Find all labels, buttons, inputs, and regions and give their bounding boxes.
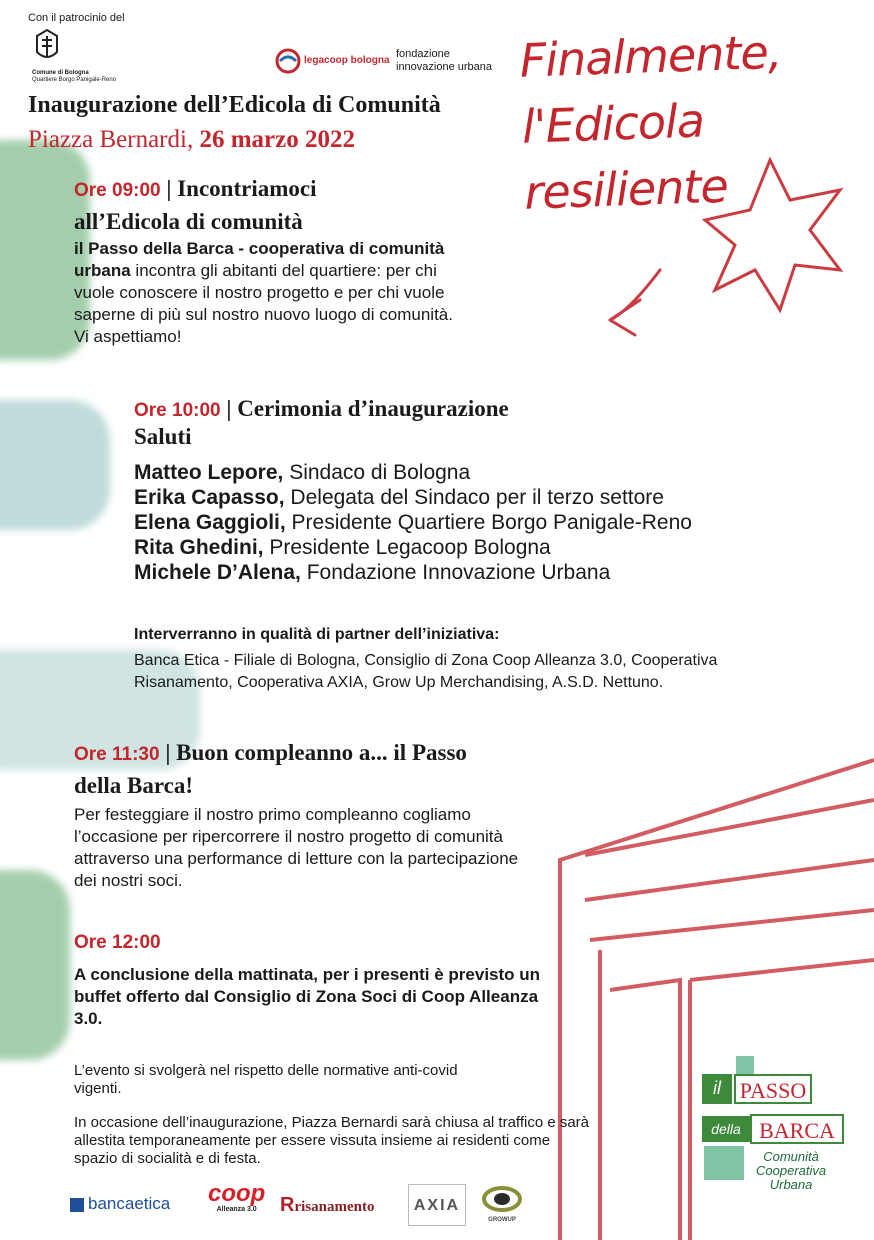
speaker-row bbox=[134, 535, 692, 560]
growup-logo bbox=[474, 1186, 530, 1223]
page-subtitle bbox=[28, 126, 355, 154]
speaker-name: Michele D’Alena, bbox=[134, 561, 301, 584]
speaker-name: Erika Capasso, bbox=[134, 486, 285, 509]
comune-line: Comune di Bologna bbox=[32, 70, 89, 76]
fiu-line-1: fondazione bbox=[396, 48, 450, 60]
speaker-name: Elena Gaggioli, bbox=[134, 511, 286, 534]
legacoop-logo-icon bbox=[275, 48, 301, 74]
legacoop-name: legacoop bologna bbox=[304, 55, 390, 66]
speaker-role: Presidente Quartiere Borgo Panigale-Reno bbox=[285, 511, 692, 534]
speaker-role: Fondazione Innovazione Urbana bbox=[300, 561, 611, 584]
event-1-org: il Passo della Barca - cooperativa di comunità urbana bbox=[74, 239, 445, 280]
tagline-line-1: Comunità bbox=[763, 1149, 819, 1164]
growup-icon bbox=[482, 1186, 522, 1212]
axia-logo bbox=[408, 1184, 466, 1226]
speaker-role: Presidente Legacoop Bologna bbox=[263, 536, 551, 559]
growup-name: GROWUP bbox=[488, 1217, 516, 1223]
headline-line-1: Finalmente, bbox=[518, 24, 783, 88]
event-3-title: Buon compleanno a... il Passo della Barca! bbox=[74, 740, 467, 798]
event-1-time: Ore 09:00 bbox=[74, 180, 161, 201]
event-2-separator: | bbox=[220, 396, 238, 421]
logo-square-2 bbox=[704, 1146, 744, 1180]
bancaetica-logo bbox=[70, 1194, 170, 1214]
risanamento-icon: R bbox=[280, 1194, 295, 1216]
risanamento-logo bbox=[280, 1194, 374, 1217]
speaker-role: Delegata del Sindaco per il terzo settore bbox=[284, 486, 664, 509]
speaker-row bbox=[134, 510, 692, 535]
speaker-name: Rita Ghedini, bbox=[134, 536, 264, 559]
bancaetica-icon bbox=[70, 1198, 84, 1212]
event-4-description: A conclusione della mattinata, per i presenti è previsto un buffet offerto dal Consiglio di Zona Soci di Coop Alleanza 3.0. bbox=[74, 965, 541, 1028]
quartiere-line: Quartiere Borgo Panigale-Reno bbox=[32, 77, 117, 83]
logo-tagline bbox=[756, 1150, 826, 1192]
sponsor-logos bbox=[70, 1180, 550, 1230]
speaker-row bbox=[134, 460, 692, 485]
event-3-separator: | bbox=[159, 740, 177, 765]
handwritten-headline bbox=[519, 16, 856, 225]
risanamento-name: risanamento bbox=[294, 1199, 375, 1215]
traffic-note: In occasione dell’inaugurazione, Piazza Bernardi sarà chiusa al traffico e sarà allestita temporaneamente per essere vissuta insieme ai residenti come spazio di socialità e di festa. bbox=[74, 1114, 590, 1167]
event-1-closing: Vi aspettiamo! bbox=[74, 327, 182, 346]
event-1-text: incontra gli abitanti del quartiere: per chi vuole conoscere il nostro progetto e per chi vuole saperne di più sul nostro nuovo luogo di comunità. bbox=[74, 261, 453, 324]
comune-name bbox=[32, 70, 122, 84]
axia-name: AXIA bbox=[413, 1197, 461, 1214]
logo-il: il bbox=[702, 1074, 732, 1104]
event-2-heading bbox=[134, 394, 509, 427]
event-1-description bbox=[74, 238, 474, 348]
speaker-role: Sindaco di Bologna bbox=[283, 461, 471, 484]
patrocinio-label: Con il patrocinio del bbox=[28, 12, 125, 24]
headline-line-2: l'Edicola bbox=[521, 93, 705, 154]
tagline-line-3: Urbana bbox=[769, 1177, 813, 1192]
coop-logo bbox=[208, 1182, 265, 1213]
speaker-name: Matteo Lepore, bbox=[134, 461, 284, 484]
event-2-title: Cerimonia d’inaugurazione bbox=[237, 396, 509, 421]
coop-subname: Alleanza 3.0 bbox=[216, 1206, 257, 1213]
passo-della-barca-logo bbox=[702, 1056, 852, 1216]
event-3-time: Ore 11:30 bbox=[74, 744, 160, 765]
logo-della: della bbox=[702, 1116, 750, 1142]
subtitle-date: 26 marzo 2022 bbox=[199, 126, 355, 153]
event-2-time: Ore 10:00 bbox=[134, 400, 221, 421]
page-title: Inaugurazione dell’Edicola di Comunità bbox=[28, 92, 441, 118]
event-3-description: Per festeggiare il nostro primo compleanno cogliamo l’occasione per ripercorrere il nostro progetto di comunità attraverso una performance di letture con la partecipazione dei nostri soci. bbox=[74, 805, 519, 890]
speaker-row bbox=[134, 485, 692, 510]
headline-line-3: resiliente bbox=[523, 158, 729, 220]
event-1-heading bbox=[74, 174, 404, 240]
bancaetica-name: bancaetica bbox=[88, 1194, 171, 1213]
speakers-list bbox=[134, 460, 692, 585]
subtitle-place: Piazza Bernardi, bbox=[28, 126, 200, 153]
logo-passo: PASSO bbox=[734, 1074, 812, 1104]
fondazione-innovazione-urbana-name bbox=[396, 48, 492, 74]
coop-name: coop bbox=[208, 1180, 266, 1207]
event-4-time: Ore 12:00 bbox=[74, 932, 161, 953]
comune-crest-icon bbox=[34, 28, 60, 64]
speaker-row bbox=[134, 560, 692, 585]
partners-list: Banca Etica - Filiale di Bologna, Consiglio di Zona Coop Alleanza 3.0, Cooperativa Risanamento, Cooperativa AXIA, Grow Up Merchandising, A.S.D. Nettuno. bbox=[134, 652, 718, 691]
saluti-heading: Saluti bbox=[134, 424, 192, 449]
logo-square bbox=[736, 1056, 754, 1074]
event-1-title: Incontriamoci all’Edicola di comunità bbox=[74, 176, 317, 234]
tagline-line-2: Cooperativa bbox=[756, 1163, 827, 1178]
partners-heading: Interverranno in qualità di partner dell’iniziativa: bbox=[134, 626, 500, 643]
logo-barca: BARCA bbox=[750, 1114, 844, 1144]
event-1-separator: | bbox=[160, 176, 178, 201]
event-3-heading bbox=[74, 738, 514, 804]
covid-note: L’evento si svolgerà nel rispetto delle normative anti-covid vigenti. bbox=[74, 1062, 458, 1097]
fiu-line-2: innovazione urbana bbox=[396, 61, 493, 73]
